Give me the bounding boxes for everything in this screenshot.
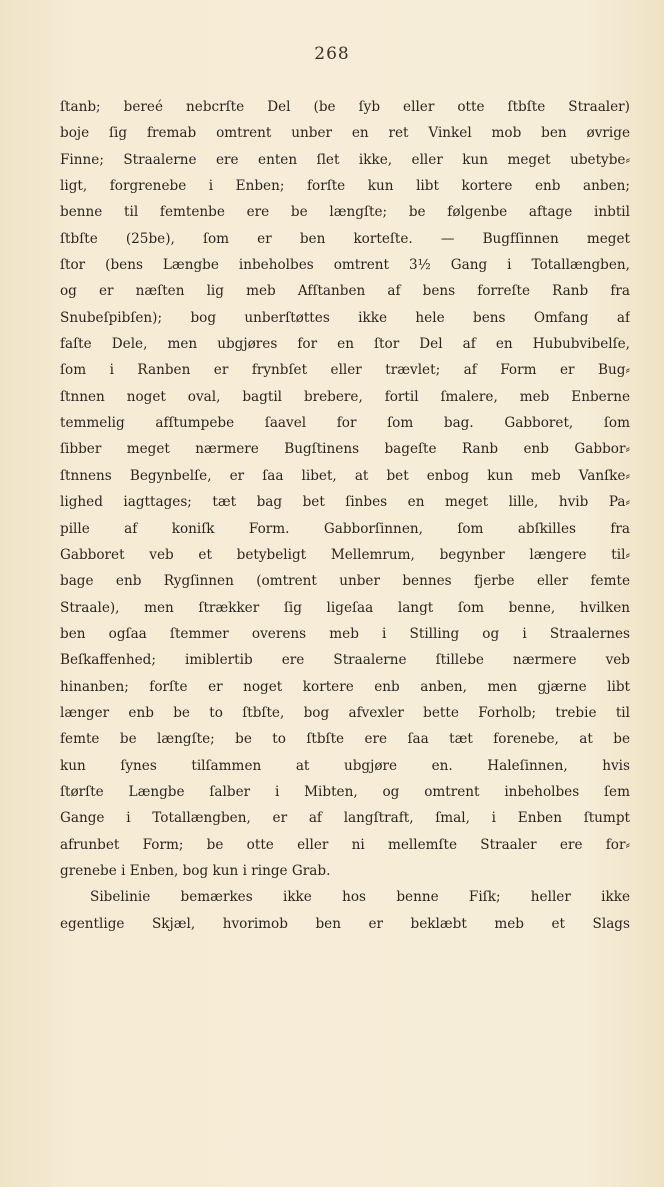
text-line: Beſkaffenhed; imiblertib ere Straalerne ſtillebe nærmere veb bbox=[60, 652, 630, 669]
text-line: Snubeſpibſen); bog unberſtøttes ikke hele bens Omfang af bbox=[60, 309, 630, 326]
text-line: grenebe i Enben, bog kun i ringe Grab. bbox=[60, 862, 331, 879]
text-line: ſtor (bens Længbe inbeholbes omtrent 3½ Gang i Totallængben, bbox=[60, 257, 630, 274]
text-line: ſibber meget nærmere Bugſtinens bageſte Ranb enb Gabbor⸗ bbox=[60, 441, 630, 458]
text-line: femte be længſte; be to ſtbſte ere ſaa tæt forenebe, at be bbox=[60, 731, 630, 748]
text-line: ligt, forgrenebe i Enben; forſte kun libt kortere enb anben; bbox=[60, 178, 630, 195]
text-line: Straale), men ſtrækker ſig ligeſaa langt ſom benne, hvilken bbox=[60, 599, 630, 616]
text-line: egentlige Skjæl, hvorimob ben er beklæbt meb et Slags bbox=[60, 915, 630, 932]
text-line: ſtanb; bereé nebcrſte Del (be ſyb eller otte ſtbſte Straaler) bbox=[60, 99, 630, 115]
text-line: og er næſten lig meb Afſtanben af bens forreſte Ranb fra bbox=[60, 283, 630, 300]
text-line: afrunbet Form; be otte eller ni mellemſte Straaler ere for⸗ bbox=[60, 836, 630, 853]
text-line: Gange i Totallængben, er af langſtraft, ſmal, i Enben ſtumpt bbox=[60, 810, 630, 827]
text-line: kun ſynes tilſammen at ubgjøre en. Haleſinnen, hvis bbox=[60, 757, 630, 774]
text-line: ſtørſte Længbe ſalber i Mibten, og omtrent inbeholbes ſem bbox=[60, 783, 630, 800]
text-line: pille af koniſk Form. Gabborſinnen, ſom abſkilles fra bbox=[60, 520, 630, 537]
text-line: ſtbſte (25be), ſom er ben korteſte. — Bugfſinnen meget bbox=[60, 230, 630, 247]
text-line: bage enb Rygſinnen (omtrent unber bennes fjerbe eller femte bbox=[60, 573, 630, 590]
text-line: ſtnnens Begynbelſe, er ſaa libet, at bet enbog kun meb Vanſke⸗ bbox=[60, 467, 630, 484]
text-line: ben ogſaa ſtemmer overens meb i Stilling og i Straalernes bbox=[60, 625, 630, 642]
text-line: hinanben; forſte er noget kortere enb anben, men gjærne libt bbox=[60, 678, 630, 695]
text-line: længer enb be to ſtbſte, bog afvexler bette Forholb; trebie til bbox=[60, 704, 630, 721]
body-text bbox=[60, 94, 630, 937]
text-line: benne til femtenbe ere be længſte; be følgenbe aftage inbtil bbox=[60, 204, 630, 221]
text-line: Gabboret veb et betybeligt Mellemrum, begynber længere til⸗ bbox=[60, 546, 630, 563]
page-number: 268 bbox=[314, 44, 350, 64]
text-line: Sibelinie bemærkes ikke hos benne Fiſk; heller ikke bbox=[90, 889, 630, 906]
text-line: Finne; Straalerne ere enten ſlet ikke, eller kun meget ubetybe⸗ bbox=[60, 151, 630, 168]
text-line: faſte Dele, men ubgjøres for en ſtor Del af en Hububvibelſe, bbox=[60, 336, 630, 353]
text-line: temmelig afſtumpebe ſaavel for ſom bag. Gabboret, ſom bbox=[60, 415, 630, 432]
text-line: boje ſig fremab omtrent unber en ret Vinkel mob ben øvrige bbox=[60, 125, 630, 142]
text-line: ſom i Ranben er frynbſet eller trævlet; af Form er Bug⸗ bbox=[60, 362, 630, 379]
text-line: ſtnnen noget oval, bagtil brebere, fortil ſmalere, meb Enberne bbox=[60, 388, 630, 405]
text-line: lighed iagttages; tæt bag bet ſinbes en meget lille, hvib Pa⸗ bbox=[60, 494, 630, 511]
